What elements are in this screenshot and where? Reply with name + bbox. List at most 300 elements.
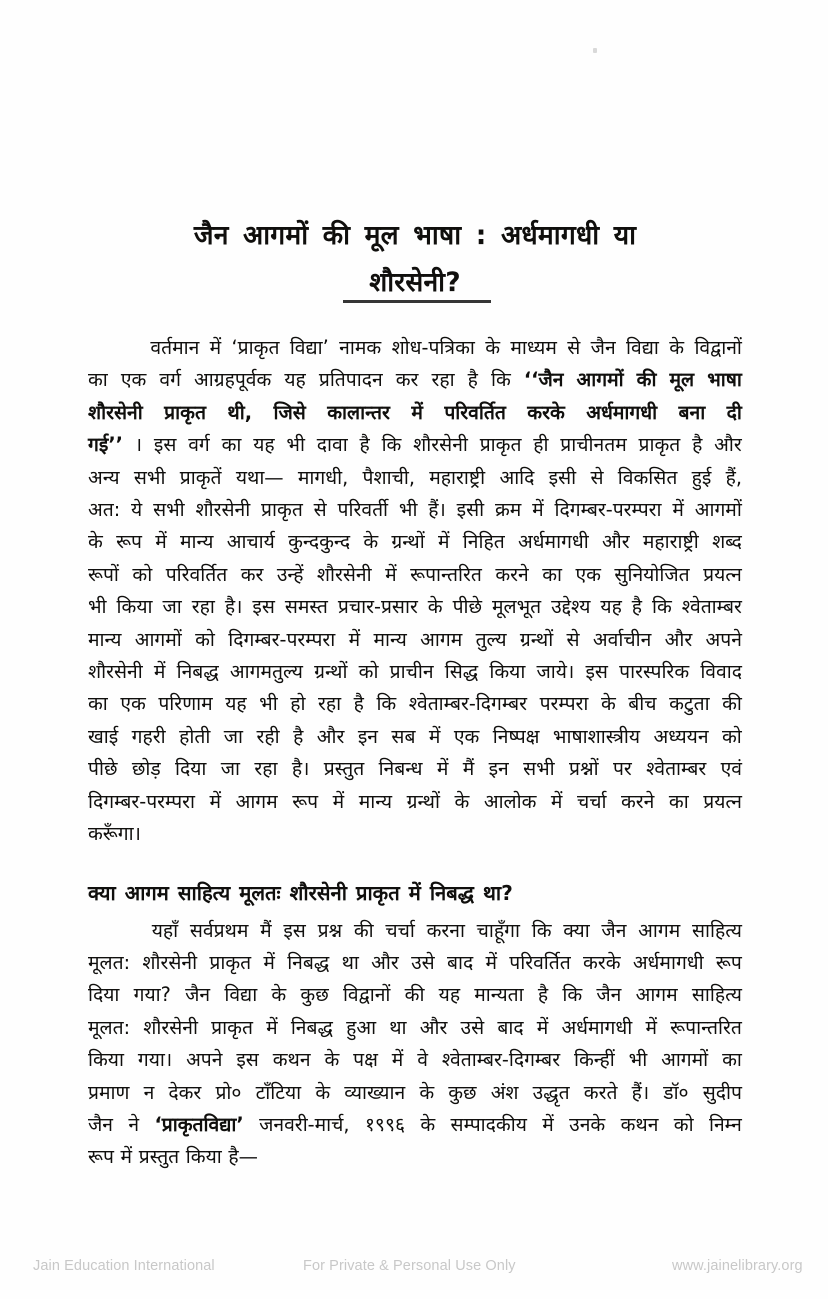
word: है: [631, 595, 643, 619]
footer-left-text: Jain Education International: [33, 1258, 215, 1274]
word: साहित्य: [691, 918, 742, 942]
word: कटुता: [669, 692, 710, 716]
word: यह: [438, 983, 461, 1007]
text-line: [88, 656, 742, 688]
word: उद्देश्य: [551, 595, 591, 619]
word: अर्धमागधी: [561, 1015, 633, 1039]
word: की: [404, 983, 425, 1007]
word: इस: [236, 1048, 259, 1072]
word: में: [209, 789, 222, 813]
text-line: [88, 1109, 742, 1141]
word: शौरसेनी: [88, 400, 143, 424]
text-run: रूप में प्रस्तुत किया है—: [88, 1145, 258, 1169]
word: आदि: [499, 465, 535, 489]
word: खाई: [88, 724, 119, 748]
word: जनवरी-मार्च,: [259, 1112, 350, 1136]
word: परिवर्तित: [509, 950, 571, 974]
word: सभी: [523, 757, 555, 781]
text-line: [88, 1012, 742, 1044]
word: के: [420, 1112, 436, 1136]
word: थी,: [227, 400, 253, 424]
section-subheading: क्या आगम साहित्य मूलतः शौरसेनी प्राकृत में निबद्ध था?: [88, 880, 513, 905]
word: उन्हें: [276, 562, 304, 586]
word: भी: [398, 498, 418, 522]
word: में: [428, 724, 441, 748]
word: के: [324, 1048, 340, 1072]
word: आगमतुल्य: [229, 660, 303, 684]
word: के: [600, 692, 616, 716]
word: मैं: [260, 918, 272, 942]
text-line: [88, 494, 742, 526]
word: किया: [88, 1048, 124, 1072]
word: मैं: [462, 757, 475, 781]
word: अर्धमागधी: [632, 950, 704, 974]
footer-right-link[interactable]: www.jainelibrary.org: [672, 1258, 803, 1274]
word: सभी: [133, 465, 166, 489]
word: प्राकृतें: [179, 465, 222, 489]
word: जा: [162, 595, 182, 619]
word: आगमों: [576, 368, 624, 392]
text-line: [88, 429, 742, 461]
word: कि: [531, 918, 552, 942]
word: रूप: [292, 789, 319, 813]
word: है: [353, 692, 364, 716]
word: आलोक: [483, 789, 537, 813]
word: में: [348, 627, 361, 651]
word: पैशाची,: [362, 465, 415, 489]
word: पर: [612, 757, 632, 781]
word: गई’’: [88, 433, 123, 457]
word: यहाँ: [151, 918, 179, 942]
word: परम्परा: [539, 692, 589, 716]
word: कि: [490, 368, 511, 392]
word: प्राचीनतम: [560, 433, 627, 457]
word: को: [721, 724, 742, 748]
word: में: [542, 1112, 554, 1136]
word: के: [88, 530, 103, 554]
word: पक्ष: [353, 1048, 378, 1072]
word: मान्यता: [474, 983, 524, 1007]
text-line: [88, 753, 742, 785]
word: निष्पक्ष: [492, 724, 540, 748]
word: भी: [286, 433, 305, 457]
word: जा: [223, 724, 244, 748]
word: अध्ययन: [653, 724, 709, 748]
word: रूप: [715, 950, 742, 974]
word: जैन: [185, 983, 211, 1007]
word: आगम: [235, 789, 278, 813]
word: विद्वानों: [694, 336, 742, 359]
word: प्राकृत: [638, 433, 681, 457]
word: से: [590, 465, 604, 489]
word: भाषा: [707, 368, 742, 392]
word: प्रचार-प्रसार: [337, 595, 418, 619]
word: निबन्ध: [378, 757, 423, 781]
word: प्राचीन: [389, 660, 434, 684]
word: में: [550, 789, 563, 813]
word: सभी: [153, 498, 185, 522]
word: में: [645, 1015, 657, 1039]
word: महाराष्ट्री: [642, 530, 699, 554]
word: दिया: [174, 757, 207, 781]
word: रहा: [318, 692, 342, 716]
word: विवाद: [700, 660, 742, 684]
word: इस: [252, 595, 275, 619]
text-line: [88, 979, 742, 1011]
word: और: [602, 530, 630, 554]
word: से: [313, 498, 327, 522]
word: आचार्य: [226, 530, 275, 554]
word: सर्वप्रथम: [189, 918, 249, 942]
word: इन: [488, 757, 509, 781]
word: में: [153, 660, 166, 684]
word: गया?: [133, 983, 171, 1007]
word: किया: [116, 595, 153, 619]
word: पीछे: [88, 757, 118, 781]
word: बाद: [446, 950, 474, 974]
word: ‘प्राकृतविद्या’: [154, 1112, 244, 1136]
text-line: [88, 1044, 742, 1076]
word: अंश: [490, 1080, 519, 1104]
word: में: [332, 789, 345, 813]
word: हैं।: [428, 498, 446, 522]
word: टाँटिया: [255, 1080, 302, 1104]
word: मान्य: [180, 530, 214, 554]
word: के: [669, 336, 685, 359]
word: कथन: [272, 1048, 311, 1072]
word: प्रश्न: [317, 918, 343, 942]
word: क्रम: [494, 498, 522, 522]
word: आगमों: [134, 627, 182, 651]
word: ही: [533, 433, 549, 457]
word: न: [143, 1080, 155, 1104]
word: मान्य: [358, 789, 393, 813]
word: मूलत:: [88, 950, 131, 974]
word: कि: [381, 433, 402, 457]
word: है।: [224, 595, 243, 619]
word: श्वेताम्बर: [646, 757, 707, 781]
word: प्रतिपादन: [318, 368, 383, 392]
word: को: [132, 562, 153, 586]
word: नामक: [339, 336, 382, 359]
word: रूपान्तरित: [410, 562, 482, 586]
word: के: [485, 336, 501, 359]
word: गहरी: [131, 724, 166, 748]
word: प्राकृत: [211, 1015, 253, 1039]
word: इसी: [456, 498, 485, 522]
word: मान्य: [373, 627, 407, 651]
word: और: [371, 950, 399, 974]
word: की: [636, 368, 657, 392]
word: उसे: [411, 950, 435, 974]
word: कुन्दकुन्द: [288, 530, 351, 554]
word: के: [271, 983, 287, 1007]
word: और: [714, 433, 742, 457]
word: भी: [88, 595, 107, 619]
word: के: [419, 1080, 435, 1104]
word: है: [359, 433, 370, 457]
word: का: [668, 789, 689, 813]
word: आगम: [420, 627, 463, 651]
word: प्राकृत: [261, 498, 303, 522]
text-line: [88, 332, 742, 364]
word: शौरसेनी: [316, 562, 372, 586]
word: यह: [600, 595, 622, 619]
word: चर्चा: [385, 918, 415, 942]
word: शौरसेनी: [88, 660, 143, 684]
word: दिगम्बर-परम्परा: [88, 789, 196, 813]
word: एक: [120, 692, 146, 716]
word: कि: [652, 595, 672, 619]
first-line-indent: [88, 332, 140, 364]
word: में: [536, 1015, 549, 1039]
word: कर: [395, 368, 419, 392]
word: वर्तमान: [150, 336, 200, 359]
text-line: [88, 364, 742, 396]
text-line: [88, 591, 742, 623]
text-run: करूँगा।: [88, 822, 141, 846]
word: के: [363, 530, 379, 554]
word: साहित्य: [691, 983, 742, 1007]
word: में: [209, 336, 222, 359]
word: ग्रन्थों: [519, 627, 554, 651]
text-line: [88, 786, 742, 818]
word: श्वेताम्बर-दिगम्बर: [408, 692, 528, 716]
word: कालान्तर: [327, 400, 390, 424]
word: ने: [128, 1112, 140, 1136]
word: आगमों: [694, 498, 742, 522]
word: में: [438, 530, 450, 554]
word: निबद्ध: [290, 1015, 333, 1039]
word: प्रमाण: [88, 1080, 130, 1104]
word: सुदीप: [702, 1080, 742, 1104]
word: इन: [357, 724, 378, 748]
word: भी: [259, 692, 278, 716]
word: रूप: [116, 530, 142, 554]
word: आगमों: [661, 1048, 709, 1072]
word: उसे: [460, 1015, 485, 1039]
word: महाराष्ट्री: [429, 465, 486, 489]
word: में: [672, 498, 684, 522]
word: दिया: [88, 983, 120, 1007]
word: मान्य: [88, 627, 122, 651]
word: कथन: [620, 1112, 659, 1136]
word: १९९६: [364, 1112, 406, 1136]
word: प्राकृत: [479, 433, 522, 457]
word: मूल: [669, 368, 695, 392]
word: रहा: [191, 595, 215, 619]
word: देकर: [168, 1080, 202, 1104]
word: इस: [585, 660, 608, 684]
word: के: [315, 1080, 331, 1104]
word: ‘प्राकृत: [231, 336, 280, 359]
word: प्रयत्न: [703, 562, 742, 586]
word: की: [722, 692, 742, 716]
word: दी: [726, 400, 742, 424]
page-content: [88, 212, 742, 1174]
paragraph-2: [88, 915, 742, 1174]
word: शब्द: [712, 530, 742, 554]
word: अर्धमागधी: [586, 400, 658, 424]
word: में: [436, 757, 449, 781]
word: ग्रन्थों: [406, 789, 440, 813]
word: का: [88, 368, 108, 392]
word: ।: [134, 433, 143, 457]
word: यथा—: [235, 465, 284, 489]
word: की: [353, 918, 374, 942]
word: अर्वाचीन: [592, 627, 652, 651]
word: श्वेताम्बर-दिगम्बर: [441, 1048, 561, 1072]
word: और: [664, 627, 693, 651]
word: प्राकृत: [209, 950, 252, 974]
word: इसी: [548, 465, 577, 489]
word: जाये।: [536, 660, 575, 684]
text-line: [88, 462, 742, 494]
scan-artifact-speck: [593, 48, 597, 53]
word: में: [485, 950, 497, 974]
word: एक: [453, 724, 480, 748]
word: रही: [256, 724, 280, 748]
word: पीछे: [452, 595, 483, 619]
word: निबद्ध: [287, 950, 330, 974]
word: यह: [253, 433, 275, 457]
word: में: [411, 400, 423, 424]
word: परिवर्तित: [444, 400, 506, 424]
word: के: [427, 595, 443, 619]
title-underline-rule: [343, 300, 491, 303]
word: करने: [620, 789, 655, 813]
word: सब: [391, 724, 416, 748]
text-line: [88, 915, 742, 947]
word: परिणाम: [158, 692, 213, 716]
word: से: [566, 627, 580, 651]
word: प्रश्नों: [569, 757, 599, 781]
word: छोड़: [131, 757, 161, 781]
word: आग्रहपूर्वक: [194, 368, 272, 392]
word: प्रयत्न: [703, 789, 742, 813]
word: डॉ०: [663, 1080, 689, 1104]
word: है: [692, 433, 703, 457]
word: जा: [220, 757, 241, 781]
word: परिवर्ती: [337, 498, 389, 522]
word: एक: [575, 562, 601, 586]
word: उद्धृत: [532, 1080, 570, 1104]
word: में: [266, 1015, 278, 1039]
word: वर्ग: [188, 433, 210, 457]
word: है: [467, 368, 478, 392]
word: से: [567, 336, 581, 359]
text-line: [88, 818, 742, 850]
word: के: [454, 789, 470, 813]
word: दावा: [316, 433, 348, 457]
word: सिद्ध: [444, 660, 479, 684]
word: एवं: [720, 757, 742, 781]
footer-center-text: For Private & Personal Use Only: [303, 1258, 516, 1274]
word: हैं।: [631, 1080, 650, 1104]
word: चर्चा: [576, 789, 607, 813]
word: क्या: [563, 918, 590, 942]
page-footer: [0, 1258, 828, 1282]
word: मागधी,: [297, 465, 349, 489]
paragraph-1: [88, 332, 742, 851]
word: मूलभूत: [492, 595, 542, 619]
word: भी: [628, 1048, 648, 1072]
word: था: [389, 1015, 407, 1039]
word: विद्या’: [289, 336, 329, 359]
word: माध्यम: [510, 336, 557, 359]
word: उनके: [569, 1112, 606, 1136]
word: प्रो०: [215, 1080, 242, 1104]
word: में: [391, 1048, 404, 1072]
word: परिवर्तित: [165, 562, 228, 586]
text-line: [88, 624, 742, 656]
word: था: [341, 950, 359, 974]
word: अर्धमागधी: [517, 530, 589, 554]
word: जैन: [601, 918, 627, 942]
word: करके: [527, 400, 565, 424]
word: भाषाशास्त्रीय: [552, 724, 641, 748]
word: वर्ग: [159, 368, 181, 392]
word: किन्हीं: [573, 1048, 615, 1072]
word: करना: [426, 918, 465, 942]
word: रूपों: [88, 562, 119, 586]
word: कुछ: [300, 983, 329, 1007]
text-line: [88, 1141, 742, 1173]
word: है: [537, 983, 549, 1007]
word: दिगम्बर-परम्परा: [554, 498, 662, 522]
word: रहा: [431, 368, 455, 392]
word: को: [358, 660, 379, 684]
word: निबद्ध: [176, 660, 219, 684]
word: तुल्य: [475, 627, 507, 651]
page-title-line-2: शौरसेनी?: [369, 267, 461, 298]
word: बीच: [628, 692, 657, 716]
word: कुछ: [448, 1080, 477, 1104]
word: और: [316, 724, 345, 748]
text-line: [88, 1077, 742, 1109]
word: रूपान्तरित: [670, 1015, 742, 1039]
word: को: [673, 1112, 694, 1136]
word: होती: [179, 724, 211, 748]
word: प्रस्तुत: [323, 757, 365, 781]
word: विद्या: [224, 983, 258, 1007]
text-line: [88, 526, 742, 558]
word: शौरसेनी: [413, 433, 468, 457]
word: में: [532, 498, 544, 522]
word: का: [542, 562, 562, 586]
text-line: [88, 397, 742, 429]
word: श्वेताम्बर: [681, 595, 742, 619]
word: प्राकृत: [164, 400, 206, 424]
text-line: [88, 947, 742, 979]
word: ये: [131, 498, 143, 522]
word: करने: [495, 562, 529, 586]
word: में: [385, 562, 397, 586]
word: दिगम्बर-परम्परा: [228, 627, 336, 651]
word: शौरसेनी: [195, 498, 251, 522]
word: में: [155, 530, 167, 554]
text-line: [88, 688, 742, 720]
word: व्याख्यान: [344, 1080, 406, 1104]
word: निहित: [462, 530, 505, 554]
word: एक: [120, 368, 147, 392]
word: करके: [583, 950, 621, 974]
word: गया।: [137, 1048, 173, 1072]
word: यह: [225, 692, 247, 716]
word: और: [419, 1015, 448, 1039]
word: हैं,: [725, 465, 742, 489]
text-line: [88, 559, 742, 591]
